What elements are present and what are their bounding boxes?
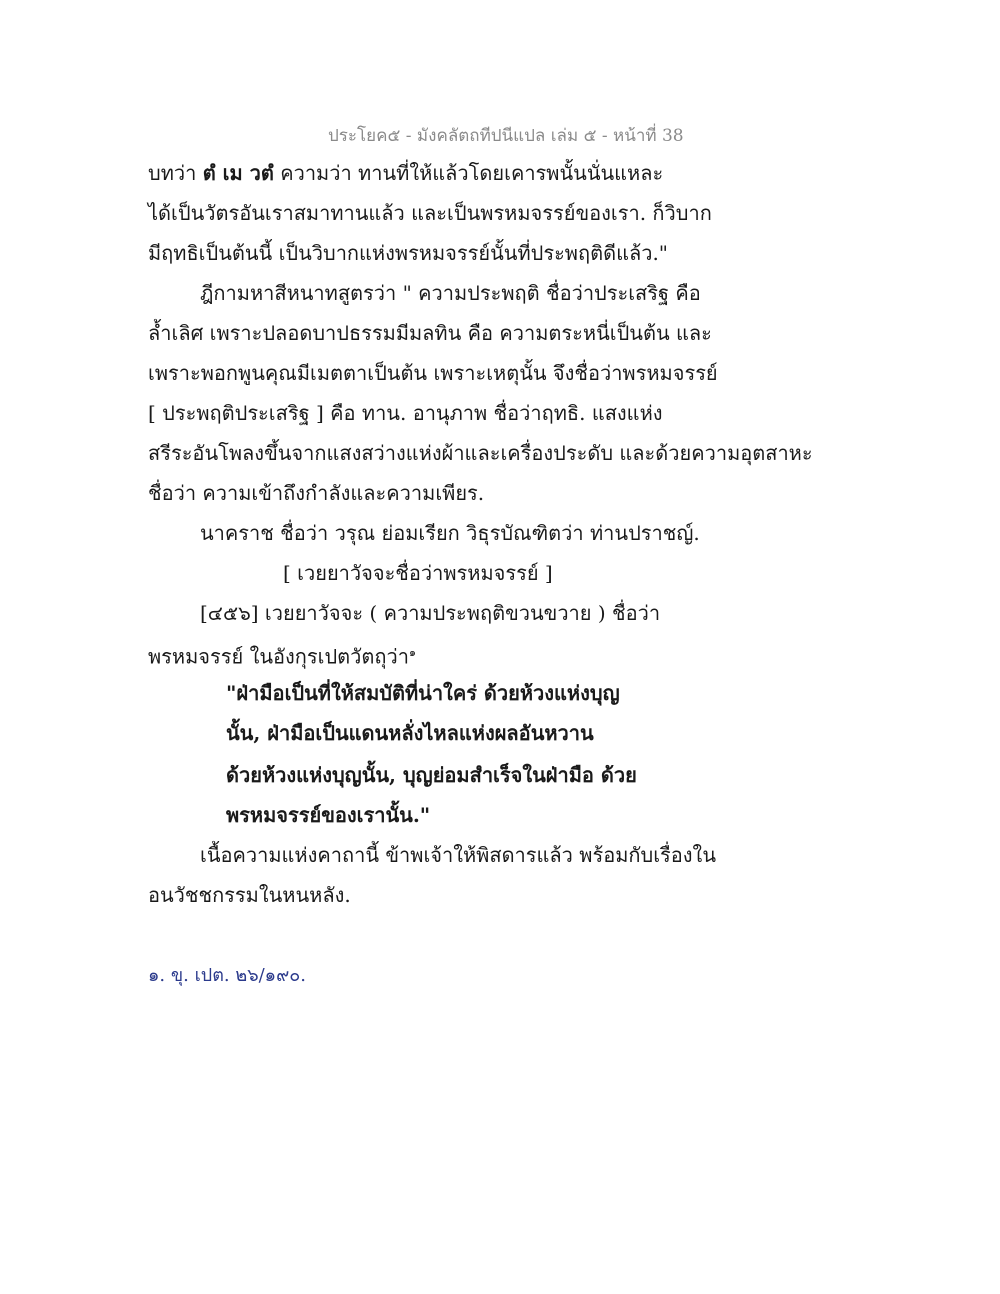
footnote-marker: ๑: [408, 646, 416, 659]
body-line-6: เพราะพอกพูนคุณมีเมตตาเป็นต้น เพราะเหตุนั้น จึงชื่อว่าพรหมจรรย์: [148, 361, 718, 385]
body-line-9: ชื่อว่า ความเข้าถึงกำลังและความเพียร.: [148, 481, 485, 505]
section-heading: [ เวยยาวัจจะชื่อว่าพรหมจรรย์ ]: [283, 561, 553, 585]
closing-line-1: เนื้อความแห่งคาถานี้ ข้าพเจ้าให้พิสดารแล้ว พร้อมกับเรื่องใน: [200, 843, 716, 867]
closing-line-2: อนวัชชกรรมในหนหลัง.: [148, 883, 351, 907]
page-header: ประโยค๕ - มังคลัตถทีปนีแปล เล่ม ๕ - หน้าที่ 38: [328, 126, 684, 146]
verse-line-4: พรหมจรรย์ของเรานั้น.": [226, 803, 431, 827]
footnote: ๑. ขุ. เปต. ๒๖/๑๙๐.: [148, 965, 307, 986]
body-line-4: ฎีกามหาสีหนาทสูตรว่า " ความประพฤติ ชื่อว่าประเสริฐ คือ: [200, 281, 701, 305]
body-line-10: นาคราช ชื่อว่า วรุณ ย่อมเรียก วิธุรบัณฑิตว่า ท่านปราชญ์.: [200, 521, 700, 545]
body-line-5: ล้ำเลิศ เพราะปลอดบาปธรรมมีมลทิน คือ ความตระหนี่เป็นต้น และ: [148, 321, 712, 345]
body-line-2: ได้เป็นวัตรอันเราสมาทานแล้ว และเป็นพรหมจรรย์ของเรา. ก็วิบาก: [148, 201, 712, 225]
body-line-12: [๔๕๖] เวยยาวัจจะ ( ความประพฤติขวนขวาย ) ชื่อว่า: [200, 601, 661, 625]
body-line-13: [148, 640, 416, 670]
body-line-8: สรีระอันโพลงขึ้นจากแสงสว่างแห่งผ้าและเครื่องประดับ และด้วยความอุตสาหะ: [148, 441, 813, 465]
verse-line-2: นั้น, ฝ่ามือเป็นแดนหลั่งไหลแห่งผลอันหวาน: [226, 721, 594, 745]
verse-line-3: ด้วยห้วงแห่งบุญนั้น, บุญย่อมสำเร็จในฝ่ามือ ด้วย: [226, 763, 637, 787]
pali-term: ตํ เม วตํ: [202, 161, 274, 185]
body-line-3: มีฤทธิเป็นต้นนี้ เป็นวิบากแห่งพรหมจรรย์นั้นที่ประพฤติดีแล้ว.": [148, 241, 669, 265]
body-line-1: [148, 160, 663, 186]
body-line-7: [ ประพฤติประเสริฐ ] คือ ทาน. อานุภาพ ชื่อว่าฤทธิ. แสงแห่ง: [148, 401, 663, 425]
body-line-1-pre: บทว่า: [148, 161, 203, 185]
body-line-13-text: พรหมจรรย์ ในอังกุรเปตวัตถุว่า: [148, 644, 409, 669]
verse-line-1: "ฝ่ามือเป็นที่ให้สมบัติที่น่าใคร่ ด้วยห้วงแห่งบุญ: [226, 681, 620, 705]
body-line-1-post: ความว่า ทานที่ให้แล้วโดยเคารพนั้นนั่นแหละ: [273, 161, 664, 185]
